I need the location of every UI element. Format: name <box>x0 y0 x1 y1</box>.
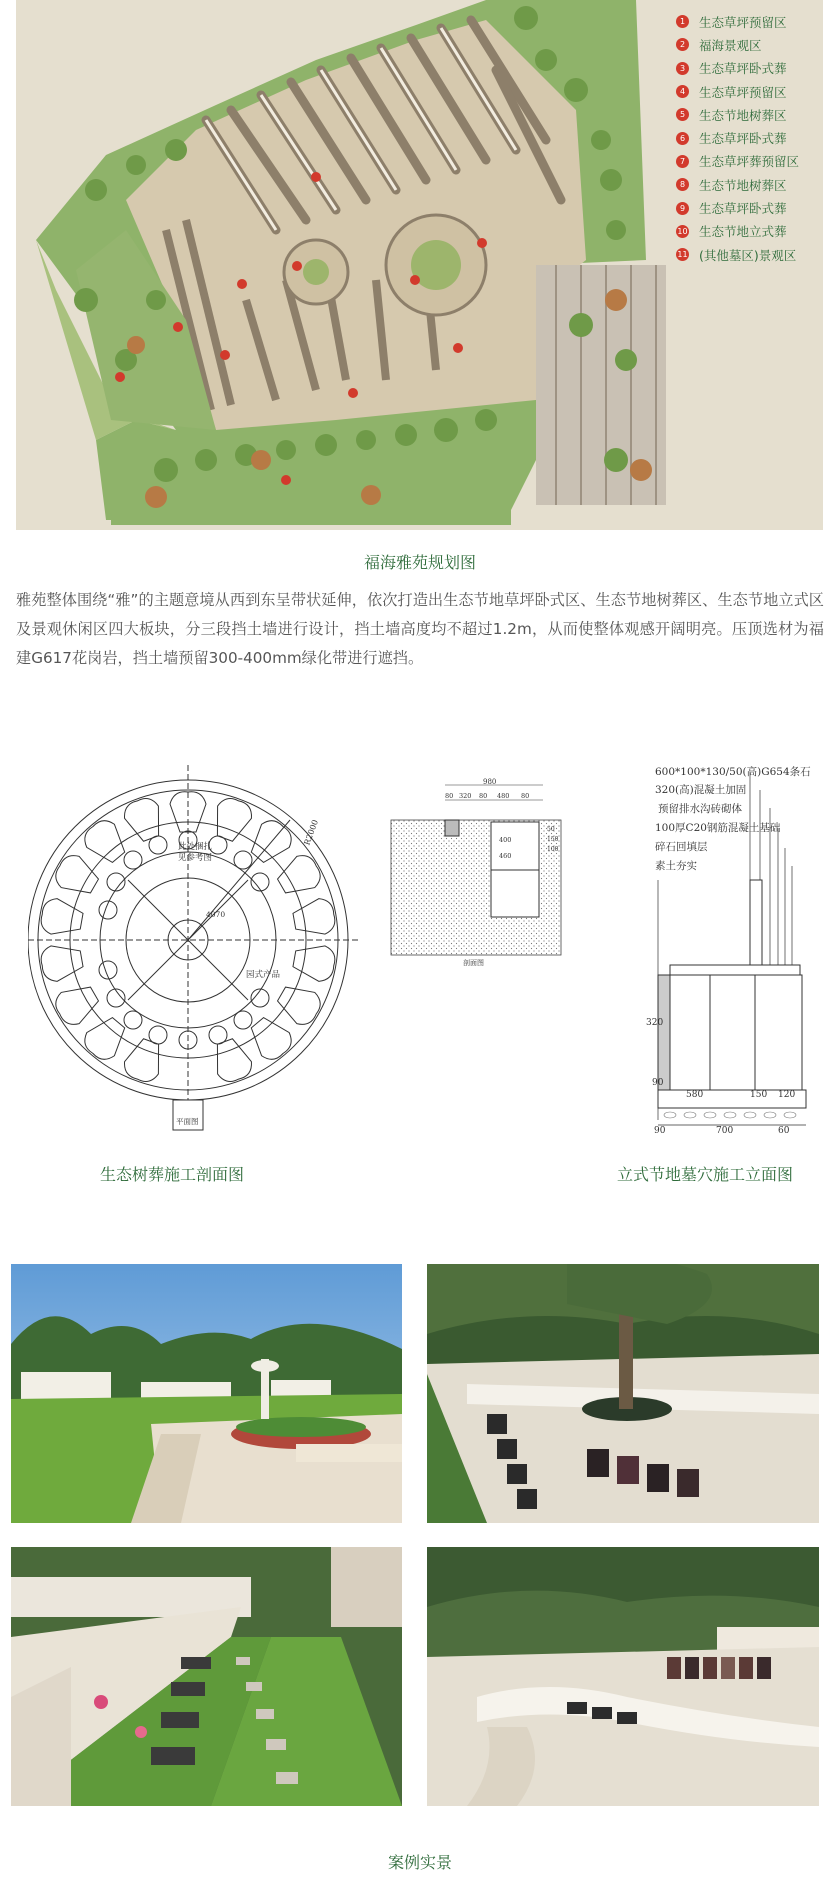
upright-elevation-drawing <box>646 760 830 1140</box>
legend-label: 生态草坪卧式葬 <box>699 61 787 77</box>
legend-label: 生态草坪葬预留区 <box>699 154 800 170</box>
upright-dim: 90 <box>654 1126 666 1136</box>
legend-item <box>676 33 823 56</box>
legend-number: 11 <box>677 250 688 260</box>
plan-caption: 福海雅苑规划图 <box>363 553 476 572</box>
section-dim: 80 <box>445 792 454 800</box>
upright-note: 320(高)混凝土加固 <box>655 784 747 796</box>
tree-dim-r: R2000 <box>302 818 320 847</box>
upright-dim: 90 <box>652 1078 664 1088</box>
legend-item <box>676 173 823 196</box>
tree-label-product: 园式产品 <box>246 970 281 980</box>
upright-dim: 120 <box>778 1090 796 1100</box>
master-plan-image <box>16 0 823 530</box>
section-dim: 150 <box>547 836 559 843</box>
plan-legend <box>676 10 823 266</box>
tree-plan-label: 平面图 <box>176 1117 199 1126</box>
legend-number: 3 <box>676 62 689 75</box>
section-dim: 80 <box>521 792 530 800</box>
legend-label: 生态草坪卧式葬 <box>699 131 787 147</box>
upright-burial-photo <box>427 1547 819 1806</box>
upright-dim: 320 <box>646 1018 664 1028</box>
upright-note: 素土夯实 <box>655 860 697 872</box>
legend-item <box>676 196 823 219</box>
legend-number: 4 <box>676 85 689 98</box>
legend-label: 福海景观区 <box>699 37 762 53</box>
legend-number: 8 <box>676 178 689 191</box>
legend-number: 5 <box>676 108 689 121</box>
upright-note: 预留排水沟砖砌体 <box>658 803 742 815</box>
legend-item <box>676 80 823 103</box>
legend-number: 2 <box>676 38 689 51</box>
upright-dim: 150 <box>750 1090 768 1100</box>
section-dim: 80 <box>479 792 488 800</box>
legend-number: 6 <box>676 132 689 145</box>
upright-dim: 60 <box>778 1126 790 1136</box>
legend-number: 7 <box>676 155 689 168</box>
section-dim: 50 <box>547 826 555 833</box>
legend-item <box>676 126 823 149</box>
legend-label: 生态节地树葬区 <box>699 107 787 123</box>
tree-burial-plan-drawing <box>28 760 358 1135</box>
tree-label-top: 此处捆扎 见参考图 <box>178 842 213 863</box>
legend-item <box>676 57 823 80</box>
tree-drawing-caption: 生态树葬施工剖面图 <box>100 1165 245 1184</box>
legend-number: 9 <box>676 202 689 215</box>
legend-item <box>676 103 823 126</box>
tree-dim-inner: 4070 <box>206 910 226 919</box>
legend-number: 1 <box>676 15 689 28</box>
upright-note: 100厚C20钢筋混凝土基础 <box>655 822 781 834</box>
legend-label: (其他墓区)景观区 <box>699 247 797 263</box>
legend-label: 生态草坪预留区 <box>699 14 787 30</box>
upright-dim: 700 <box>716 1126 734 1136</box>
legend-item <box>676 10 823 33</box>
section-dim-total: 980 <box>483 778 497 786</box>
photos-caption: 案例实景 <box>387 1853 452 1872</box>
section-dim: 460 <box>499 852 512 860</box>
lawn-burial-photo <box>11 1547 402 1806</box>
fountain-lawn-photo <box>11 1264 402 1523</box>
legend-label: 生态节地立式葬 <box>699 224 787 240</box>
section-drawing <box>383 770 568 980</box>
tree-burial-photo <box>427 1264 819 1523</box>
legend-label: 生态草坪预留区 <box>699 84 787 100</box>
legend-item <box>676 150 823 173</box>
section-dim: 100 <box>547 846 559 853</box>
section-dim: 480 <box>497 792 510 800</box>
section-label: 剖面图 <box>463 959 484 967</box>
section-dim: 320 <box>459 792 472 800</box>
upright-note: 600*100*130/50(高)G654条石 <box>655 766 811 778</box>
upright-dim: 580 <box>686 1090 704 1100</box>
legend-label: 生态节地树葬区 <box>699 177 787 193</box>
legend-label: 生态草坪卧式葬 <box>699 201 787 217</box>
section-dim: 400 <box>499 836 512 844</box>
upright-drawing-caption: 立式节地墓穴施工立面图 <box>617 1165 794 1184</box>
legend-item <box>676 243 823 266</box>
legend-item <box>676 220 823 243</box>
upright-note: 碎石回填层 <box>655 841 708 853</box>
legend-number: 10 <box>677 226 688 236</box>
description-paragraph: 雅苑整体围绕“雅”的主题意境从西到东呈带状延伸，依次打造出生态节地草坪卧式区、生态节地树葬区、生态节地立式区及景观休闲区四大板块，分三段挡土墙进行设计，挡土墙高度均不超过1.2m，从而使整体观感开阔明亮。压顶选材为福建G617花岗岩，挡土墙预留300-400mm绿化带进行遮挡。 <box>16 591 824 667</box>
